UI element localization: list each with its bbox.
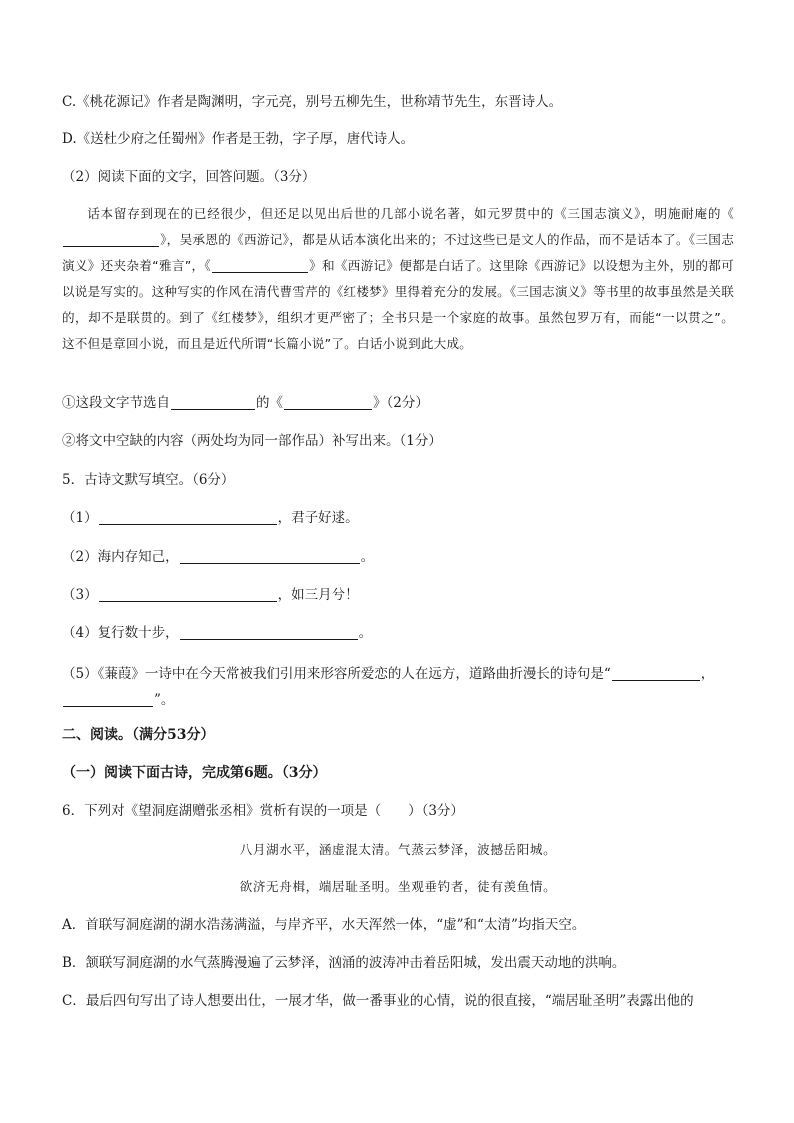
- question-2-intro: （2）阅读下面的文字，回答问题。（3分）: [62, 169, 316, 185]
- q5-item-1-prefix: （1）: [62, 510, 98, 526]
- sub1-blank-book[interactable]: [284, 394, 372, 410]
- question-5-title: 5．古诗文默写填空。（6分）: [62, 472, 235, 488]
- sub-section-1-title: （一）阅读下面古诗，完成第6题。（3分）: [62, 765, 327, 781]
- sub-question-2: ②将文中空缺的内容（两处均为同一部作品）补写出来。（1分）: [62, 433, 442, 449]
- q5-item-5-end: ”。: [154, 692, 175, 708]
- q5-item-2: [62, 547, 738, 567]
- poem-line-1: 八月湖水平，涵虚混太清。气蒸云梦泽，波撼岳阳城。: [239, 842, 557, 857]
- q5-item-1: [62, 508, 738, 528]
- sub1-suffix: 》（2分）: [373, 395, 429, 411]
- sub1-prefix: ①这段文字节选自: [62, 395, 170, 411]
- q5-item-3-suffix: ，如三月兮！: [277, 587, 359, 603]
- question-6-title: 6．下列对《望洞庭湖赠张丞相》赏析有误的一项是（ ）（3分）: [62, 803, 464, 819]
- passage-part-2: 》，吴承恩的《西游记》，都是从话本演化出来的；不过这些已是文人的作品，而不是话本了。《三国志演义》还夹杂着“雅言”，《: [62, 232, 734, 273]
- q5-item-3-prefix: （3）: [62, 587, 98, 603]
- passage-part-3: 》和《西游记》便都是白话了。这里除《西游记》以设想为主外，别的都可以说是写实的。这种写实的作风在清代曹雪芹的《红楼梦》里得着充分的发展。《三国志演义》等书里的故事虽然是关联的，却不是联贯的。到了《红楼梦》，组织才更严密了；全书只是一个家庭的故事。虽然包罗万有，而能“一以贯之”。这不但是章回小说，而且是近代所谓“长篇小说”了。白话小说到此大成。: [62, 258, 734, 351]
- q5-item-5-blank-1[interactable]: [612, 665, 700, 681]
- q5-item-4-prefix: （4）复行数十步，: [62, 625, 179, 641]
- q5-item-3-blank[interactable]: [99, 586, 277, 602]
- q5-item-1-suffix: ，君子好逑。: [277, 510, 359, 526]
- q5-item-5-comma: ，: [700, 666, 715, 682]
- q5-item-4-blank[interactable]: [180, 624, 358, 640]
- poem-line-2: 欲济无舟楫，端居耻圣明。坐观垂钓者，徒有羡鱼情。: [239, 879, 557, 894]
- q6-option-b: B．颔联写洞庭湖的水气蒸腾漫遍了云梦泽，汹涌的波涛冲击着岳阳城，发出震天动地的洪响。: [62, 955, 626, 971]
- q5-item-5-blank-2[interactable]: [63, 691, 153, 707]
- sub1-blank-author[interactable]: [171, 394, 255, 410]
- q5-item-2-blank[interactable]: [180, 548, 360, 564]
- q5-item-2-suffix: 。: [360, 549, 375, 565]
- reading-passage: [62, 201, 734, 357]
- option-d-line: D.《送杜少府之任蜀州》作者是王勃，字子厚，唐代诗人。: [62, 131, 415, 147]
- sub1-mid: 的《: [256, 395, 283, 411]
- passage-blank-2[interactable]: [212, 257, 308, 273]
- q6-option-a: A．首联写洞庭湖的湖水浩荡满溢，与岸齐平，水天浑然一体，“虚”和“太清”均指天空。: [62, 917, 586, 933]
- q5-item-1-blank[interactable]: [99, 509, 277, 525]
- passage-blank-1[interactable]: [63, 231, 159, 247]
- option-c-line: C.《桃花源记》作者是陶渊明，字元亮，别号五柳先生，世称靖节先生，东晋诗人。: [62, 94, 563, 110]
- q5-item-4: [62, 623, 738, 643]
- q5-item-3: [62, 585, 738, 605]
- q6-option-c: C．最后四句写出了诗人想要出仕，一展才华，做一番事业的心情，说的很直接，“端居耻圣明”表露出他的: [62, 993, 694, 1009]
- q5-item-4-suffix: 。: [358, 625, 373, 641]
- section-2-title: 二、阅读。（满分53分）: [62, 727, 215, 743]
- q5-item-5: [62, 661, 738, 713]
- passage-part-1: 话本留存到现在的已经很少，但还足以见出后世的几部小说名著，如元罗贯中的《三国志演义》，明施耐庵的《: [87, 206, 734, 221]
- sub-question-1: [62, 393, 738, 413]
- q5-item-2-prefix: （2）海内存知己，: [62, 549, 179, 565]
- q5-item-5-text: （5）《蒹葭》一诗中在今天常被我们引用来形容所爱恋的人在远方，道路曲折漫长的诗句是“: [62, 666, 611, 682]
